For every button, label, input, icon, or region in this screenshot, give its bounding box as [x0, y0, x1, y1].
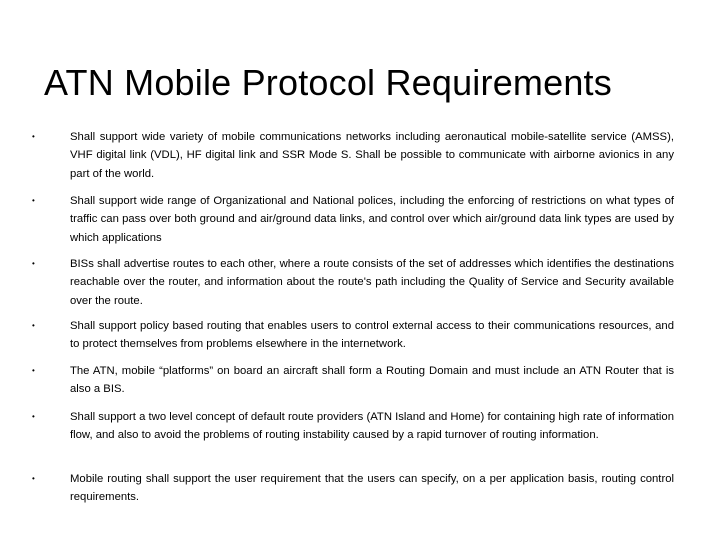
bullet-text: Shall support wide range of Organizational and National polices, including the enforcing of restrictions on what types of traffic can pass over both ground and air/ground data links, and control over which air/ground data link types are used by which applications: [70, 195, 674, 244]
bullet-text: Shall support wide variety of mobile communications networks including aeronautical mobile-satellite service (AMSS), VHF digital link (VDL), HF digital link and SSR Mode S. Shall be possible to communicate with airborne avionics in any part of the world.: [70, 131, 674, 180]
bullet-text: The ATN, mobile “platforms” on board an aircraft shall form a Routing Domain and must include an ATN Router that is also a BIS.: [70, 365, 674, 396]
bullet-icon: •: [32, 259, 35, 268]
bullet-icon: •: [32, 412, 35, 421]
bullet-text: Shall support policy based routing that enables users to control external access to their communications resources, and to protect themselves from problems elsewhere in the internetwork.: [70, 320, 674, 351]
bullet-icon: •: [32, 132, 35, 141]
slide-title: ATN Mobile Protocol Requirements: [44, 62, 612, 103]
bullet-icon: •: [32, 321, 35, 330]
bullet-icon: •: [32, 196, 35, 205]
bullet-text: Shall support a two level concept of default route providers (ATN Island and Home) for containing high rate of information flow, and also to avoid the problems of routing instability caused by a rapid turnover of routing information.: [70, 411, 674, 442]
bullet-icon: •: [32, 474, 35, 483]
bullet-text: Mobile routing shall support the user requirement that the users can specify, on a per application basis, routing control requirements.: [70, 473, 674, 504]
bullet-text: BISs shall advertise routes to each other, where a route consists of the set of addresses which identifies the destinations reachable over the router, and information about the route's path including the Quality of Service and Security available over the route.: [70, 258, 674, 307]
bullet-icon: •: [32, 366, 35, 375]
